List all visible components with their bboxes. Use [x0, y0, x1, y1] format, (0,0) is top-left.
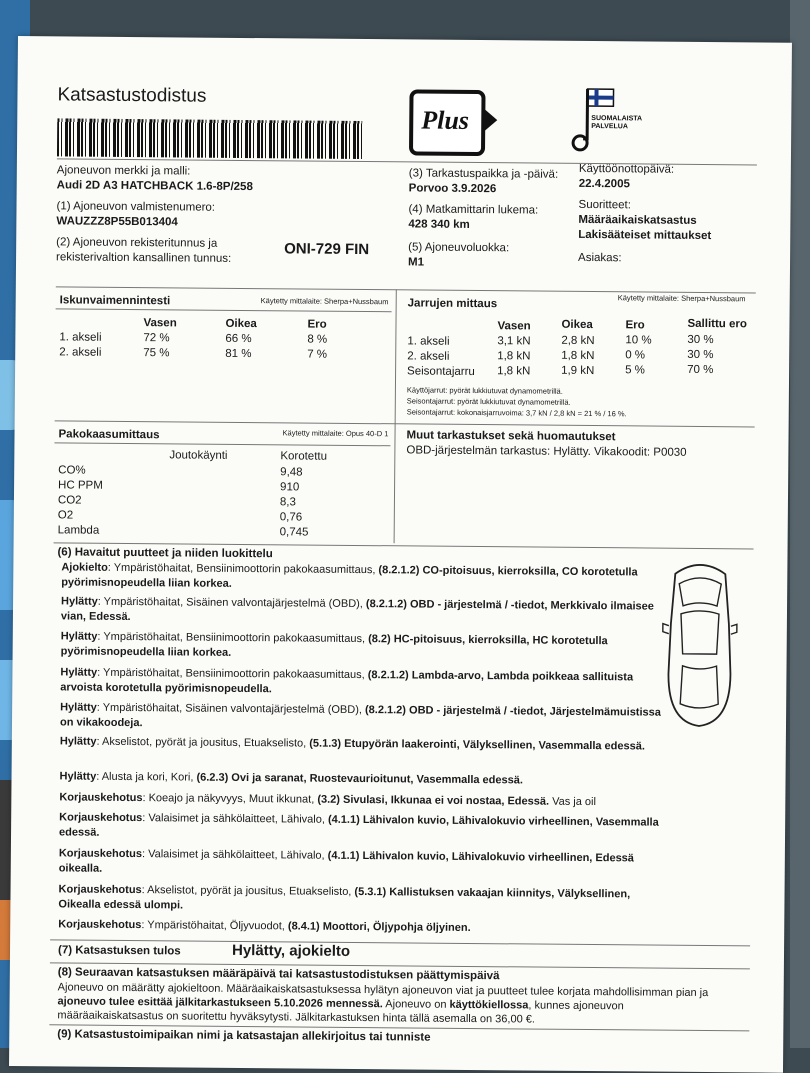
place-label: (3) Tarkastuspaikka ja -päivä:: [409, 167, 558, 180]
exhaust-row-label: HC PPM: [58, 479, 103, 491]
brakes-header-left: Vasen: [497, 320, 530, 332]
shock-cell: 66 %: [225, 333, 251, 345]
exhaust-title: Pakokaasumittaus: [58, 428, 159, 441]
exhaust-cell: 910: [280, 481, 299, 493]
next-inspection-text-3: määräaikaiskatsastus on suoritettu hyväksytysti. Jälkitarkastuksen hinta tällä asemalla on 36,00 €.: [57, 1008, 747, 1028]
shock-cell: 7 %: [307, 349, 327, 361]
brakes-row-label: 2. akseli: [407, 350, 449, 362]
shock-device: Käytetty mittalaite: Sherpa+Nussbaum: [261, 296, 389, 306]
svg-text:SUOMALAISTA: SUOMALAISTA: [591, 115, 642, 122]
defect-item: Hylätty: Alusta ja kori, Kori, (6.2.3) Ovi ja saranat, Ruostevaurioitunut, Vasemmalla edessä.: [59, 769, 669, 789]
brakes-device: Käytetty mittalaite: Sherpa+Nussbaum: [618, 293, 746, 303]
brakes-cell: 10 %: [625, 334, 651, 346]
shock-row-label: 2. akseli: [59, 346, 101, 358]
plus-logo: Plus: [409, 89, 486, 156]
divider: [54, 442, 390, 446]
make-model: Audi 2D A3 HATCHBACK 1.6-8P/258: [57, 179, 253, 193]
defect-item: Korjauskehotus: Valaisimet ja sähkölaitteet, Lähivalo, (4.1.1) Lähivalon kuvio, Lähivalokuvio virheellinen, Vasemmalla edessä.: [59, 810, 669, 845]
brakes-cell: 1,9 kN: [561, 365, 594, 377]
defect-item: Ajokielto: Ympäristöhaitat, Bensiinimoottorin pakokaasumittaus, (8.2.1.2) CO-pitoisuus, kierroksilla, CO korotetulla pyörimisnopeudella liian korkea.: [61, 560, 671, 595]
brakes-cell: 30 %: [687, 349, 713, 361]
defect-item: Hylätty: Ympäristöhaitat, Bensiinimoottorin pakokaasumittaus, (8.2.1.2) Lambda-arvo, Lambda poikkeaa sallituista arvoista korotetulla pyörimisnopeudella.: [60, 665, 670, 700]
brakes-title: Jarrujen mittaus: [408, 297, 498, 310]
exhaust-cell: 8,3: [280, 496, 296, 508]
document-title: Katsastustodistus: [57, 84, 206, 107]
other-checks-text: OBD-järjestelmän tarkastus: Hylätty. Vikakoodit: P0030: [406, 444, 686, 458]
exhaust-cell: 0,745: [280, 526, 309, 538]
first-use-date: 22.4.2005: [579, 178, 630, 190]
brakes-cell: 70 %: [687, 364, 713, 376]
vehicle-class-label: (5) Ajoneuvoluokka:: [408, 241, 509, 254]
brakes-cell: 30 %: [687, 334, 713, 346]
next-inspection-text-2: ajoneuvo tulee esittää jälkitarkastukseen 5.10.2026 mennessä. Ajoneuvo on käyttökiellossa, kunnes ajoneuvon: [58, 994, 748, 1014]
brakes-header-right: Oikea: [561, 319, 592, 331]
brakes-header-diff: Ero: [625, 319, 644, 331]
vehicle-class: M1: [408, 256, 424, 268]
brakes-note: Käyttöjarrut: pyörät lukkiutuvat dynamometrillä.: [407, 385, 563, 395]
result-value: Hylätty, ajokielto: [232, 942, 350, 960]
car-top-view-diagram: [660, 554, 740, 735]
shock-header-left: Vasen: [143, 317, 176, 329]
place-date: Porvoo 3.9.2026: [409, 182, 497, 195]
brakes-row-label: 1. akseli: [407, 335, 449, 347]
performed-2: Lakisääteiset mittaukset: [578, 229, 711, 242]
exhaust-cell: 0,76: [280, 511, 302, 523]
shock-header-diff: Ero: [307, 319, 326, 331]
exhaust-row-label: CO2: [58, 494, 82, 506]
signature-title: (9) Katsastustoimipaikan nimi ja katsastajan allekirjoitus tai tunniste: [57, 1028, 430, 1043]
divider: [55, 420, 755, 427]
shock-cell: 81 %: [225, 348, 251, 360]
background-right: [790, 0, 810, 1048]
result-label: (7) Katsastuksen tulos: [58, 944, 181, 957]
exhaust-row-label: O2: [58, 509, 73, 521]
reg-label-1: (2) Ajoneuvon rekisteritunnus ja: [56, 236, 217, 249]
first-use-label: Käyttöönottopäivä:: [579, 163, 674, 176]
odometer: 428 340 km: [408, 218, 469, 231]
defect-item: Korjauskehotus: Valaisimet ja sähkölaitteet, Lähivalo, (4.1.1) Lähivalon kuvio, Lähivalokuvio virheellinen, Edessä oikealla.: [59, 846, 669, 881]
odometer-label: (4) Matkamittarin lukema:: [408, 203, 538, 216]
shock-row-label: 1. akseli: [59, 331, 101, 343]
shock-cell: 8 %: [307, 334, 327, 346]
exhaust-row-label: CO%: [58, 464, 86, 476]
reg-label-2: rekisterivaltion kansallinen tunnus:: [56, 251, 231, 265]
suomalaista-palvelua-logo: [555, 87, 636, 158]
barcode: [57, 118, 362, 159]
defect-item: Korjauskehotus: Koeajo ja näkyvyys, Muut ikkunat, (3.2) Sivulasi, Ikkunaa ei voi nostaa, Edessä. Vas ja oil: [59, 790, 669, 810]
performed-label: Suoritteet:: [578, 199, 631, 211]
brakes-cell: 5 %: [625, 364, 645, 376]
exhaust-col-idle: Joutokäynti: [169, 449, 227, 462]
svg-text:PALVELUA: PALVELUA: [591, 123, 628, 130]
brakes-cell: 1,8 kN: [561, 350, 594, 362]
performed-1: Määräaikaiskatsastus: [578, 214, 696, 227]
brakes-header-allowed: Sallittu ero: [687, 318, 747, 331]
divider: [56, 286, 756, 293]
brakes-note: Seisontajarrut: kokonaisjarruvoima: 3,7 kN / 2,8 kN = 21 % / 16 %.: [407, 407, 627, 418]
brakes-cell: 3,1 kN: [497, 335, 530, 347]
brakes-cell: 0 %: [625, 349, 645, 361]
defects-title: (6) Havaitut puutteet ja niiden luokittelu: [57, 546, 272, 560]
defect-item: Korjauskehotus: Akselistot, pyörät ja jousitus, Etuakselisto, (5.3.1) Kallistuksen vakaajan kiinnitys, Välyksellinen, Oikealla edessä ulompi.: [58, 882, 668, 917]
divider: [394, 289, 397, 543]
defect-item: Hylätty: Ympäristöhaitat, Sisäinen valvontajärjestelmä (OBD), (8.2.1.2) OBD - järjestelmä / -tiedot, Merkkivalo ilmaisee vian, Edessä.: [61, 594, 671, 629]
shock-header-right: Oikea: [225, 318, 256, 330]
other-checks-title: Muut tarkastukset sekä huomautukset: [406, 429, 615, 443]
inspection-certificate: [9, 36, 792, 1073]
next-inspection-title: (8) Seuraavan katsastuksen määräpäivä tai katsastustodistuksen päättymispäivä: [58, 966, 500, 982]
defect-item: Hylätty: Ympäristöhaitat, Sisäinen valvontajärjestelmä (OBD), (8.2.1.2) OBD - järjestelmä / -tiedot, Järjestelmämuistissa on vikakoodeja.: [60, 700, 670, 735]
vin: WAUZZZ8P55B013404: [56, 215, 178, 228]
brakes-note: Seisontajarrut: pyörät lukkiutuvat dynamometrillä.: [407, 396, 571, 406]
brakes-cell: 1,8 kN: [497, 350, 530, 362]
exhaust-cell: 9,48: [280, 466, 302, 478]
divider: [56, 308, 392, 312]
customer-label: Asiakas:: [578, 252, 622, 264]
shock-test-title: Iskunvaimennintesti: [60, 294, 171, 307]
exhaust-col-high: Korotettu: [280, 450, 327, 462]
registration-number: ONI-729 FIN: [284, 240, 369, 258]
brakes-cell: 2,8 kN: [561, 335, 594, 347]
defect-item: Korjauskehotus: Ympäristöhaitat, Öljyvuodot, (8.4.1) Moottori, Öljypohja öljyinen.: [58, 917, 668, 937]
make-model-label: Ajoneuvon merkki ja malli:: [57, 164, 191, 177]
exhaust-device: Käytetty mittalaite: Opus 40-D 1: [283, 428, 389, 438]
brakes-cell: 1,8 kN: [497, 365, 530, 377]
shock-cell: 75 %: [143, 347, 169, 359]
next-inspection-text-1: Ajoneuvo on määrätty ajokieltoon. Määräaikaiskatsastuksessa hylätyn ajoneuvon viat ja puutteet tulee korjata mahdollisimman pian ja: [58, 980, 748, 1000]
shock-cell: 72 %: [143, 332, 169, 344]
exhaust-row-label: Lambda: [58, 524, 100, 536]
brakes-row-label: Seisontajarru: [407, 365, 475, 378]
vin-label: (1) Ajoneuvon valmistenumero:: [56, 200, 215, 213]
defect-item: Hylätty: Akselistot, pyörät ja jousitus, Etuakselisto, (5.1.3) Etupyörän laakerointi, Välyksellinen, Vasemmalla edessä.: [60, 734, 670, 754]
defect-item: Hylätty: Ympäristöhaitat, Bensiinimoottorin pakokaasumittaus, (8.2) HC-pitoisuus, kierroksilla, HC korotetulla pyörimisnopeudella liian korkea.: [61, 629, 671, 664]
